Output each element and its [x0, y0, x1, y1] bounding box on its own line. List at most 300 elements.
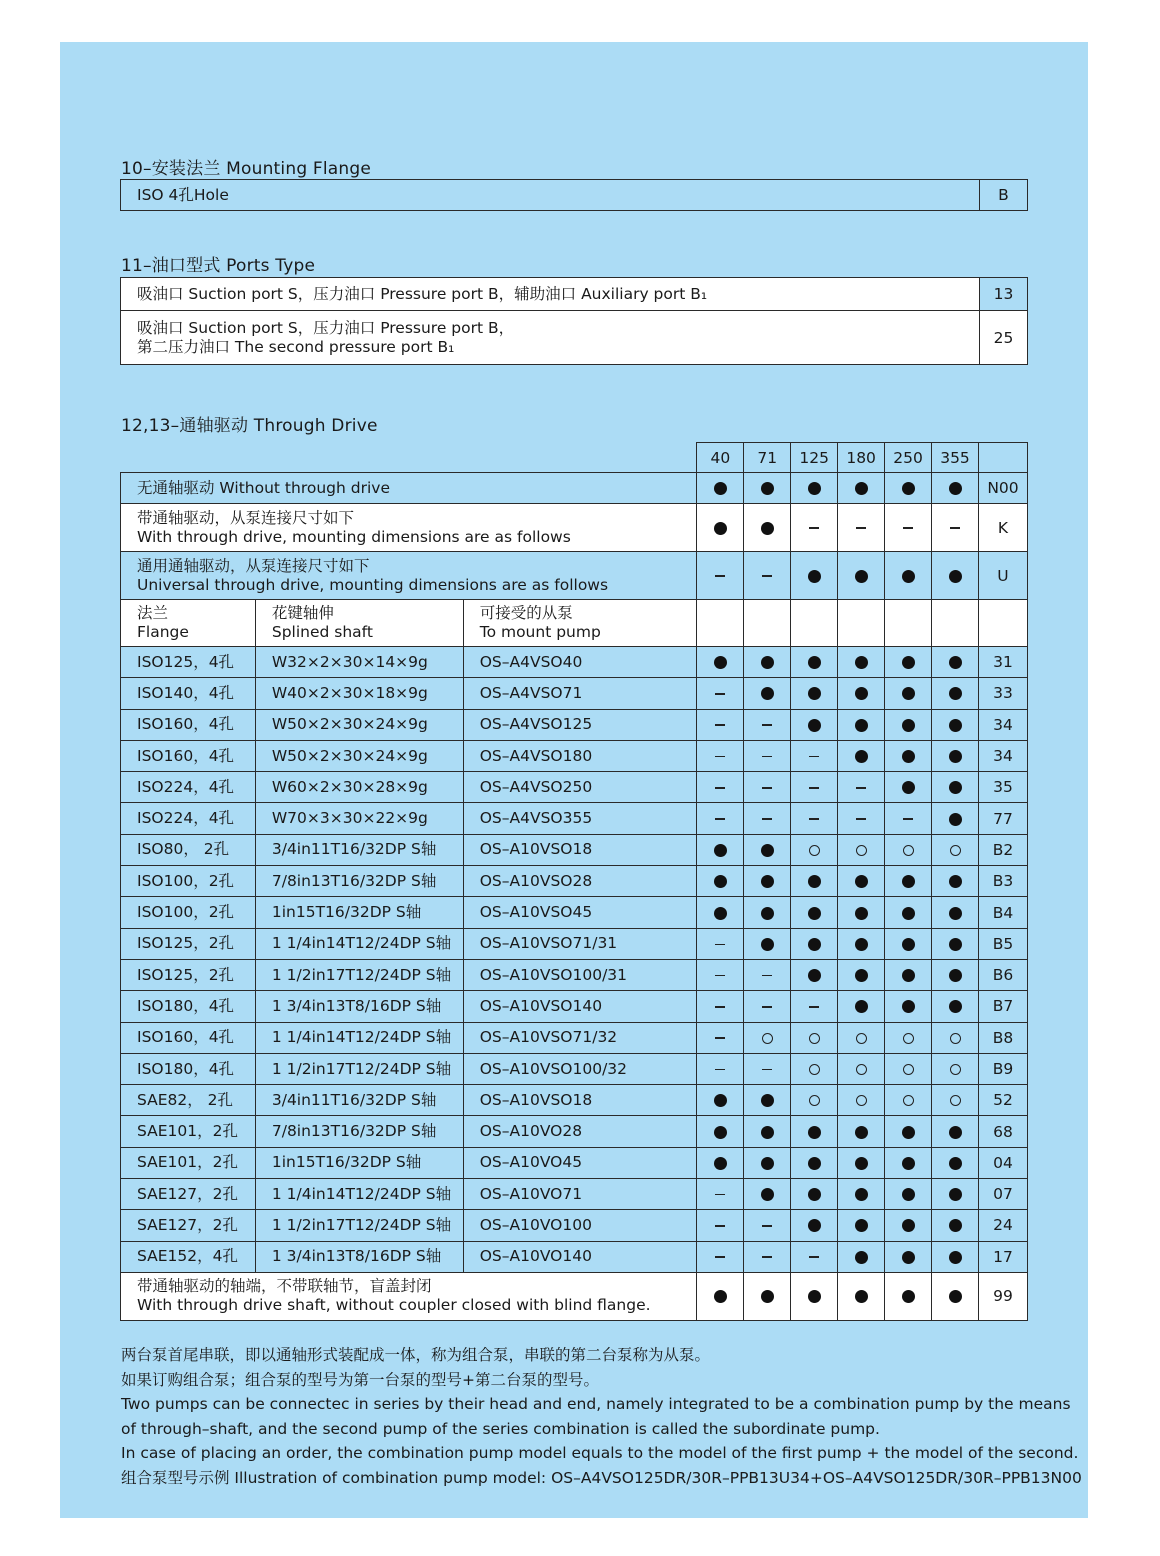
pump-cell: OS–A4VSO180: [463, 740, 697, 771]
mark-cell: [838, 1179, 885, 1210]
shaft-cell: 1 1/4in14T12/24DP S轴: [255, 1022, 463, 1053]
mark-cell: [744, 1147, 791, 1178]
mark-cell: [697, 1022, 744, 1053]
size-header: 180: [838, 443, 885, 473]
column-header-flange: [121, 600, 256, 647]
mark-cell: [885, 897, 932, 928]
shaft-cell: W70×3×30×22×9g: [255, 803, 463, 834]
dash-icon: [715, 818, 725, 820]
mark-cell: [791, 740, 838, 771]
mark-cell: [885, 1053, 932, 1084]
filled-dot-icon: [902, 1000, 915, 1013]
mark-cell: [791, 647, 838, 678]
code-cell: B9: [978, 1053, 1027, 1084]
mark-cell: [932, 1022, 979, 1053]
filled-dot-icon: [855, 907, 868, 920]
header-blank: [744, 600, 791, 647]
mark-cell: [885, 991, 932, 1022]
filled-dot-icon: [761, 1094, 774, 1107]
code-cell: 04: [978, 1147, 1027, 1178]
mark-cell: [932, 709, 979, 740]
mark-cell: [838, 991, 885, 1022]
table-row: [121, 709, 1028, 740]
filled-dot-icon: [949, 750, 962, 763]
mark-cell: [885, 473, 932, 504]
mark-cell: [744, 1241, 791, 1272]
pump-cell: OS–A10VSO140: [463, 991, 697, 1022]
mark-cell: [932, 504, 979, 552]
filled-dot-icon: [949, 570, 962, 583]
mark-cell: [744, 678, 791, 709]
through-drive-title: 12,13–通轴驱动 Through Drive: [121, 416, 378, 436]
mark-cell: [932, 1085, 979, 1116]
column-header-en: To mount pump: [479, 623, 601, 641]
filled-dot-icon: [902, 750, 915, 763]
code-cell: 52: [978, 1085, 1027, 1116]
mark-cell: [744, 473, 791, 504]
mounting-flange-title: 10–安装法兰 Mounting Flange: [121, 159, 372, 179]
filled-dot-icon: [902, 969, 915, 982]
filled-dot-icon: [949, 656, 962, 669]
mark-cell: [932, 1179, 979, 1210]
pump-cell: OS–A4VSO125: [463, 709, 697, 740]
mark-cell: [885, 740, 932, 771]
column-header-cn: 法兰: [137, 604, 169, 622]
code-cell: 77: [978, 803, 1027, 834]
flange-cell: ISO125，4孔: [121, 647, 256, 678]
dash-icon: [809, 787, 819, 789]
mark-cell: [838, 897, 885, 928]
flange-cell: SAE152，4孔: [121, 1241, 256, 1272]
mark-cell: [932, 1272, 979, 1320]
filled-dot-icon: [761, 656, 774, 669]
mark-cell: [838, 647, 885, 678]
shaft-cell: 1in15T16/32DP S轴: [255, 897, 463, 928]
row-label: 无通轴驱动 Without through drive: [121, 473, 697, 504]
dash-icon: [715, 1194, 725, 1196]
filled-dot-icon: [761, 938, 774, 951]
mark-cell: [885, 772, 932, 803]
pump-cell: OS–A10VSO71/31: [463, 928, 697, 959]
mark-cell: [697, 1116, 744, 1147]
shaft-cell: 1 3/4in13T8/16DP S轴: [255, 1241, 463, 1272]
mark-cell: [697, 772, 744, 803]
code-cell: U: [978, 552, 1027, 600]
mark-cell: [791, 897, 838, 928]
shaft-cell: W40×2×30×18×9g: [255, 678, 463, 709]
mark-cell: [697, 866, 744, 897]
code-cell: 31: [978, 647, 1027, 678]
mark-cell: [744, 991, 791, 1022]
open-circle-icon: [950, 1033, 961, 1044]
dash-icon: [762, 756, 772, 758]
filled-dot-icon: [714, 907, 727, 920]
filled-dot-icon: [855, 656, 868, 669]
pump-cell: OS–A10VO71: [463, 1179, 697, 1210]
filled-dot-icon: [761, 1157, 774, 1170]
mark-cell: [697, 991, 744, 1022]
mark-cell: [697, 1085, 744, 1116]
row-label-cn: 带通轴驱动，从泵连接尺寸如下: [137, 508, 355, 527]
mark-cell: [932, 991, 979, 1022]
note-line: 组合泵型号示例 Illustration of combination pump model: OS–A4VSO125DR/30R–PPB13U34+OS–A4VSO125DR/30R–PPB13N00: [121, 1468, 1082, 1487]
mark-cell: [838, 740, 885, 771]
filled-dot-icon: [761, 875, 774, 888]
dash-icon: [762, 818, 772, 820]
filled-dot-icon: [855, 1188, 868, 1201]
flange-cell: ISO180，4孔: [121, 991, 256, 1022]
shaft-cell: 3/4in11T16/32DP S轴: [255, 834, 463, 865]
shaft-cell: 1in15T16/32DP S轴: [255, 1147, 463, 1178]
filled-dot-icon: [902, 687, 915, 700]
table-row: [121, 678, 1028, 709]
mark-cell: [885, 1022, 932, 1053]
mark-cell: [697, 928, 744, 959]
mark-cell: [885, 647, 932, 678]
code-cell: B3: [978, 866, 1027, 897]
mark-cell: [744, 772, 791, 803]
mark-cell: [885, 1272, 932, 1320]
code-cell: K: [978, 504, 1027, 552]
mark-cell: [744, 1272, 791, 1320]
shaft-cell: W50×2×30×24×9g: [255, 709, 463, 740]
shaft-cell: W60×2×30×28×9g: [255, 772, 463, 803]
shaft-cell: 7/8in13T16/32DP S轴: [255, 866, 463, 897]
filled-dot-icon: [808, 687, 821, 700]
table-row: [121, 504, 1028, 552]
filled-dot-icon: [902, 1290, 915, 1303]
mark-cell: [838, 928, 885, 959]
code-cell: 68: [978, 1116, 1027, 1147]
mark-cell: [932, 897, 979, 928]
table-row: [121, 897, 1028, 928]
table-row: [121, 278, 1028, 311]
filled-dot-icon: [855, 482, 868, 495]
code-cell: B8: [978, 1022, 1027, 1053]
header-blank: [791, 600, 838, 647]
mark-cell: [744, 504, 791, 552]
mark-cell: [697, 552, 744, 600]
mark-cell: [932, 1053, 979, 1084]
filled-dot-icon: [902, 1188, 915, 1201]
pump-cell: OS–A10VSO28: [463, 866, 697, 897]
mark-cell: [697, 834, 744, 865]
column-header-en: Flange: [137, 623, 189, 641]
pump-cell: OS–A4VSO355: [463, 803, 697, 834]
column-header-cn: 可接受的从泵: [479, 604, 573, 622]
mark-cell: [791, 928, 838, 959]
header-blank: [697, 600, 744, 647]
pump-cell: OS–A10VSO100/31: [463, 959, 697, 990]
mark-cell: [744, 834, 791, 865]
mark-cell: [697, 1210, 744, 1241]
filled-dot-icon: [949, 1290, 962, 1303]
filled-dot-icon: [761, 1126, 774, 1139]
row-label-en: With through drive shaft, without coupler closed with blind flange.: [137, 1296, 651, 1315]
table-row: [121, 1179, 1028, 1210]
pump-cell: OS–A10VSO18: [463, 1085, 697, 1116]
filled-dot-icon: [949, 719, 962, 732]
shaft-cell: W50×2×30×24×9g: [255, 740, 463, 771]
row-label-en: Universal through drive, mounting dimensions are as follows: [137, 575, 609, 594]
mark-cell: [885, 1116, 932, 1147]
mark-cell: [932, 1210, 979, 1241]
filled-dot-icon: [714, 875, 727, 888]
mark-cell: [744, 740, 791, 771]
dash-icon: [715, 944, 725, 946]
code-cell: 34: [978, 709, 1027, 740]
flange-cell: ISO125，2孔: [121, 928, 256, 959]
open-circle-icon: [856, 1033, 867, 1044]
shaft-cell: 7/8in13T16/32DP S轴: [255, 1116, 463, 1147]
flange-cell: ISO100，2孔: [121, 897, 256, 928]
mark-cell: [932, 834, 979, 865]
filled-dot-icon: [855, 1290, 868, 1303]
open-circle-icon: [950, 845, 961, 856]
mark-cell: [932, 552, 979, 600]
code-cell: 34: [978, 740, 1027, 771]
mark-cell: [744, 928, 791, 959]
dash-icon: [762, 1069, 772, 1071]
mark-cell: [744, 1022, 791, 1053]
header-blank: [121, 443, 697, 473]
ports-type-line1: 吸油口 Suction port S，压力油口 Pressure port B，: [137, 318, 515, 337]
flange-cell: ISO160，4孔: [121, 1022, 256, 1053]
filled-dot-icon: [855, 1251, 868, 1264]
header-blank: [978, 600, 1027, 647]
shaft-cell: 1 1/2in17T12/24DP S轴: [255, 1053, 463, 1084]
mark-cell: [885, 803, 932, 834]
mark-cell: [744, 709, 791, 740]
flange-cell: ISO224，4孔: [121, 803, 256, 834]
size-header: 125: [791, 443, 838, 473]
mark-cell: [838, 1210, 885, 1241]
code-cell: B2: [978, 834, 1027, 865]
mark-cell: [697, 504, 744, 552]
mounting-flange-table: [120, 179, 1028, 211]
mark-cell: [791, 1241, 838, 1272]
filled-dot-icon: [949, 1126, 962, 1139]
mark-cell: [791, 678, 838, 709]
mark-cell: [838, 1085, 885, 1116]
code-cell: B7: [978, 991, 1027, 1022]
dash-icon: [762, 975, 772, 977]
mark-cell: [885, 1241, 932, 1272]
code-cell: B6: [978, 959, 1027, 990]
code-cell: 99: [978, 1272, 1027, 1320]
mark-cell: [697, 1179, 744, 1210]
filled-dot-icon: [902, 656, 915, 669]
filled-dot-icon: [855, 875, 868, 888]
dash-icon: [762, 1006, 772, 1008]
mark-cell: [791, 1085, 838, 1116]
filled-dot-icon: [902, 719, 915, 732]
table-row: [121, 180, 1028, 211]
open-circle-icon: [903, 1064, 914, 1075]
mark-cell: [932, 1116, 979, 1147]
filled-dot-icon: [902, 482, 915, 495]
row-label-en: With through drive, mounting dimensions are as follows: [137, 527, 571, 546]
filled-dot-icon: [855, 750, 868, 763]
mark-cell: [932, 473, 979, 504]
mark-cell: [885, 959, 932, 990]
mark-cell: [791, 1053, 838, 1084]
mark-cell: [791, 709, 838, 740]
code-cell: 07: [978, 1179, 1027, 1210]
filled-dot-icon: [808, 969, 821, 982]
open-circle-icon: [809, 1033, 820, 1044]
open-circle-icon: [809, 845, 820, 856]
mark-cell: [697, 678, 744, 709]
shaft-cell: W32×2×30×14×9g: [255, 647, 463, 678]
filled-dot-icon: [902, 875, 915, 888]
filled-dot-icon: [855, 1126, 868, 1139]
filled-dot-icon: [855, 570, 868, 583]
filled-dot-icon: [808, 938, 821, 951]
mark-cell: [791, 959, 838, 990]
open-circle-icon: [903, 1095, 914, 1106]
table-row: [121, 1053, 1028, 1084]
pump-cell: OS–A4VSO250: [463, 772, 697, 803]
table-row: [121, 866, 1028, 897]
flange-cell: ISO224，4孔: [121, 772, 256, 803]
ports-type-title: 11–油口型式 Ports Type: [121, 256, 316, 276]
table-row: [121, 740, 1028, 771]
dash-icon: [715, 575, 725, 577]
ports-type-code: 25: [980, 311, 1028, 365]
dash-icon: [762, 575, 772, 577]
mark-cell: [744, 866, 791, 897]
mark-cell: [885, 552, 932, 600]
column-header-pump: [463, 600, 697, 647]
mark-cell: [744, 1085, 791, 1116]
mark-cell: [932, 1241, 979, 1272]
column-header-en: Splined shaft: [271, 623, 373, 641]
mark-cell: [838, 1116, 885, 1147]
dash-icon: [715, 724, 725, 726]
filled-dot-icon: [714, 522, 727, 535]
filled-dot-icon: [902, 570, 915, 583]
filled-dot-icon: [761, 522, 774, 535]
note-line: of through–shaft, and the second pump of the series combination is called the subordinate pump.: [121, 1419, 880, 1438]
mark-cell: [838, 1147, 885, 1178]
code-cell: 24: [978, 1210, 1027, 1241]
filled-dot-icon: [949, 907, 962, 920]
flange-cell: ISO180，4孔: [121, 1053, 256, 1084]
mark-cell: [838, 866, 885, 897]
size-header-row: [121, 443, 1028, 473]
flange-cell: ISO160，4孔: [121, 740, 256, 771]
note-line: In case of placing an order, the combination pump model equals to the model of the first pump + the model of the second.: [121, 1444, 1079, 1462]
pump-cell: OS–A10VSO45: [463, 897, 697, 928]
mark-cell: [791, 803, 838, 834]
open-circle-icon: [856, 1095, 867, 1106]
mark-cell: [932, 678, 979, 709]
filled-dot-icon: [714, 844, 727, 857]
mark-cell: [697, 1053, 744, 1084]
flange-cell: ISO100，2孔: [121, 866, 256, 897]
dash-icon: [950, 527, 960, 529]
filled-dot-icon: [761, 687, 774, 700]
filled-dot-icon: [902, 938, 915, 951]
dash-icon: [903, 527, 913, 529]
mark-cell: [791, 504, 838, 552]
mark-cell: [838, 959, 885, 990]
open-circle-icon: [809, 1095, 820, 1106]
dash-icon: [809, 818, 819, 820]
open-circle-icon: [762, 1033, 773, 1044]
filled-dot-icon: [949, 1219, 962, 1232]
filled-dot-icon: [949, 1251, 962, 1264]
flange-cell: ISO160，4孔: [121, 709, 256, 740]
filled-dot-icon: [714, 1094, 727, 1107]
pump-cell: OS–A4VSO71: [463, 678, 697, 709]
dash-icon: [809, 1006, 819, 1008]
mark-cell: [885, 1210, 932, 1241]
filled-dot-icon: [808, 656, 821, 669]
mark-cell: [838, 552, 885, 600]
mark-cell: [744, 1179, 791, 1210]
filled-dot-icon: [949, 482, 962, 495]
note-line: 两台泵首尾串联，即以通轴形式装配成一体，称为组合泵，串联的第二台泵称为从泵。: [121, 1346, 711, 1364]
mark-cell: [697, 473, 744, 504]
open-circle-icon: [950, 1095, 961, 1106]
filled-dot-icon: [761, 1188, 774, 1201]
mark-cell: [791, 552, 838, 600]
code-cell: 35: [978, 772, 1027, 803]
filled-dot-icon: [949, 781, 962, 794]
mark-cell: [885, 1085, 932, 1116]
filled-dot-icon: [902, 1251, 915, 1264]
open-circle-icon: [856, 1064, 867, 1075]
dash-icon: [809, 756, 819, 758]
open-circle-icon: [903, 845, 914, 856]
open-circle-icon: [950, 1064, 961, 1075]
mark-cell: [791, 1147, 838, 1178]
pump-cell: OS–A4VSO40: [463, 647, 697, 678]
dash-icon: [856, 527, 866, 529]
mark-cell: [791, 1179, 838, 1210]
ports-type-line2: 第二压力油口 The second pressure port B₁: [137, 337, 455, 356]
mark-cell: [838, 803, 885, 834]
size-header: 355: [932, 443, 979, 473]
filled-dot-icon: [808, 1126, 821, 1139]
filled-dot-icon: [808, 907, 821, 920]
filled-dot-icon: [761, 482, 774, 495]
dash-icon: [903, 818, 913, 820]
table-row: [121, 959, 1028, 990]
dash-icon: [856, 787, 866, 789]
table-row: [121, 772, 1028, 803]
ports-type-table: [120, 277, 1028, 365]
mark-cell: [791, 772, 838, 803]
mark-cell: [697, 709, 744, 740]
mark-cell: [932, 740, 979, 771]
dash-icon: [715, 1006, 725, 1008]
mark-cell: [838, 834, 885, 865]
mark-cell: [744, 1210, 791, 1241]
mark-cell: [744, 959, 791, 990]
mark-cell: [744, 1053, 791, 1084]
mark-cell: [744, 552, 791, 600]
table-row: [121, 1085, 1028, 1116]
mark-cell: [697, 647, 744, 678]
flange-cell: SAE127，2孔: [121, 1179, 256, 1210]
dash-icon: [762, 724, 772, 726]
filled-dot-icon: [949, 969, 962, 982]
pump-cell: OS–A10VO45: [463, 1147, 697, 1178]
mark-cell: [697, 740, 744, 771]
